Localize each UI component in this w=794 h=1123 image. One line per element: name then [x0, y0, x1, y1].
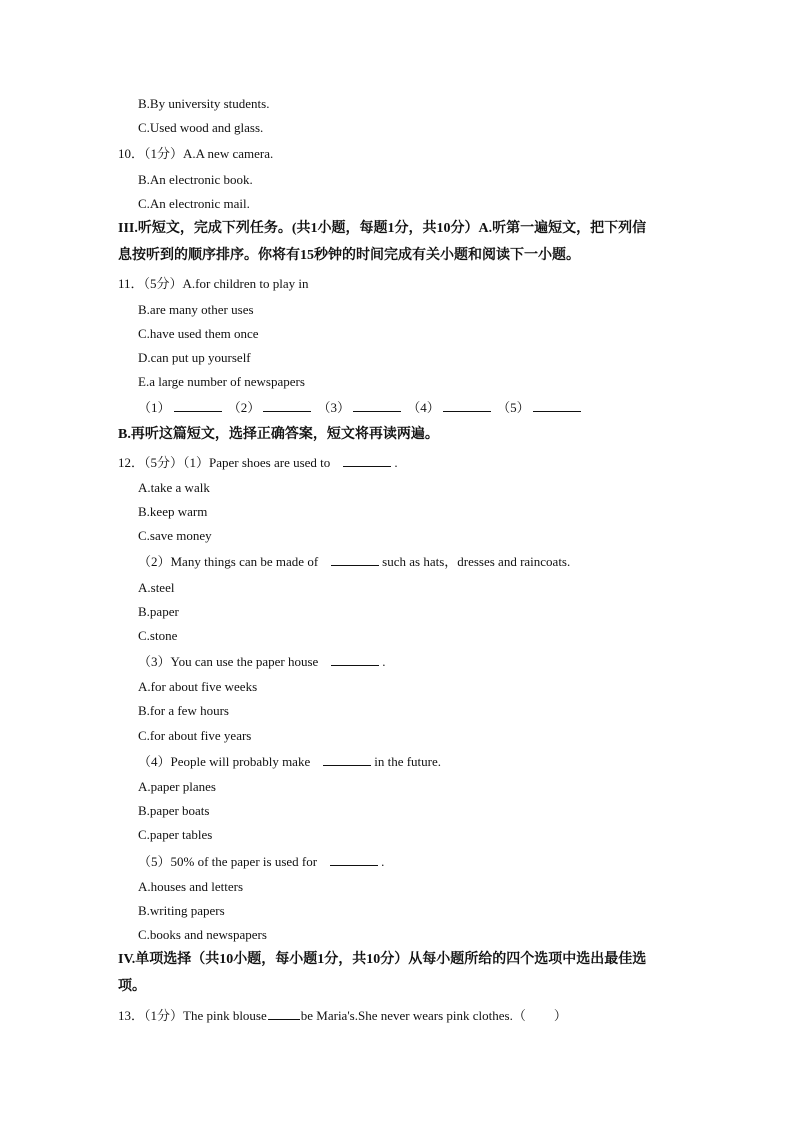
q12-part2-blank[interactable]	[331, 553, 379, 566]
q12-p3-option-a: A.for about five weeks	[138, 679, 258, 694]
q12-stem	[118, 454, 398, 471]
q12-p1-option-b: B.keep warm	[138, 504, 208, 519]
q12-part3-end: .	[382, 654, 386, 669]
q12-part4-end: in the future.	[374, 754, 442, 769]
q13-stem	[118, 1007, 567, 1024]
q13-paren-close: ）	[553, 1008, 567, 1023]
q12-p2-option-c: C.stone	[138, 628, 178, 643]
q11-blank-5-label: （5）	[497, 400, 530, 415]
q11-blank-3[interactable]	[353, 399, 401, 412]
q9-option-c: C.Used wood and glass.	[138, 120, 264, 135]
q12-p3-option-c: C.for about five years	[138, 728, 252, 743]
q10-option-b: B.An electronic book.	[138, 172, 253, 187]
q9-option-b: B.By university students.	[138, 96, 270, 111]
q12-part2-text: （2）Many things can be made of	[138, 554, 319, 569]
q12-stem-text: 12．（5分）（1）Paper shoes are used to	[118, 455, 331, 470]
q12-part2-stem	[138, 553, 570, 570]
q12-part5-text: （5）50% of the paper is used for	[138, 854, 318, 869]
q13-text: 13．（1分）The pink blouse	[118, 1008, 267, 1023]
q12-p5-option-b: B.writing papers	[138, 903, 225, 918]
q12-part5-stem	[138, 853, 384, 870]
q12-part5-blank[interactable]	[330, 853, 378, 866]
q12-part2-end: such as hats，dresses and raincoats.	[382, 554, 571, 569]
q11-blank-3-label: （3）	[317, 400, 351, 415]
q11-blank-5[interactable]	[533, 399, 581, 412]
q12-p4-option-b: B.paper boats	[138, 803, 210, 818]
q10-stem: 10．（1分）A.A new camera.	[118, 146, 274, 161]
q11-blank-1-label: （1）	[138, 400, 171, 415]
q12-stem-end: .	[394, 455, 398, 470]
q11-blank-2[interactable]	[263, 399, 311, 412]
q11-option-b: B.are many other uses	[138, 302, 254, 317]
section-3-heading-line2: 息按听到的顺序排序。你将有15秒钟的时间完成有关小题和阅读下一小题。	[118, 248, 580, 263]
q12-p1-option-a: A.take a walk	[138, 480, 210, 495]
q11-blank-1[interactable]	[174, 399, 222, 412]
q12-part5-end: .	[381, 854, 385, 869]
q12-part3-stem	[138, 653, 386, 670]
q12-part3-text: （3）You can use the paper house	[138, 654, 319, 669]
q12-part4-stem	[138, 753, 441, 770]
q11-stem: 11．（5分）A.for children to play in	[118, 276, 309, 291]
q11-option-e: E.a large number of newspapers	[138, 374, 305, 389]
q13-blank[interactable]	[268, 1007, 300, 1020]
q12-p2-option-b: B.paper	[138, 604, 179, 619]
q12-p1-option-c: C.save money	[138, 528, 212, 543]
q12-p4-option-a: A.paper planes	[138, 779, 216, 794]
q12-part4-text: （4）People will probably make	[138, 754, 311, 769]
q11-blank-2-label: （2）	[227, 400, 261, 415]
q13-text-end: be Maria's.She never wears pink clothes.（	[300, 1008, 526, 1023]
q11-blank-4-label: （4）	[407, 400, 440, 415]
q12-p4-option-c: C.paper tables	[138, 827, 213, 842]
q11-option-d: D.can put up yourself	[138, 350, 251, 365]
q11-blank-4[interactable]	[443, 399, 491, 412]
q12-part4-blank[interactable]	[323, 753, 371, 766]
q12-p5-option-a: A.houses and letters	[138, 879, 244, 894]
q12-part1-blank[interactable]	[343, 454, 391, 467]
q11-answer-blanks	[138, 399, 584, 416]
section-4-heading-line1: IV.单项选择（共10小题，每小题1分，共10分）从每小题所给的四个选项中选出最佳选	[118, 952, 647, 967]
q12-p5-option-c: C.books and newspapers	[138, 927, 267, 942]
q12-part3-blank[interactable]	[331, 653, 379, 666]
q11-option-c: C.have used them once	[138, 326, 259, 341]
q10-option-c: C.An electronic mail.	[138, 196, 250, 211]
section-3-heading-line1: III.听短文，完成下列任务。(共1小题，每题1分，共10分）A.听第一遍短文，把下列信	[118, 221, 647, 236]
section-4-heading-line2: 项。	[118, 979, 146, 994]
q12-p2-option-a: A.steel	[138, 580, 175, 595]
section-b-heading: B.再听这篇短文，选择正确答案，短文将再读两遍。	[118, 427, 439, 442]
q12-p3-option-b: B.for a few hours	[138, 703, 229, 718]
